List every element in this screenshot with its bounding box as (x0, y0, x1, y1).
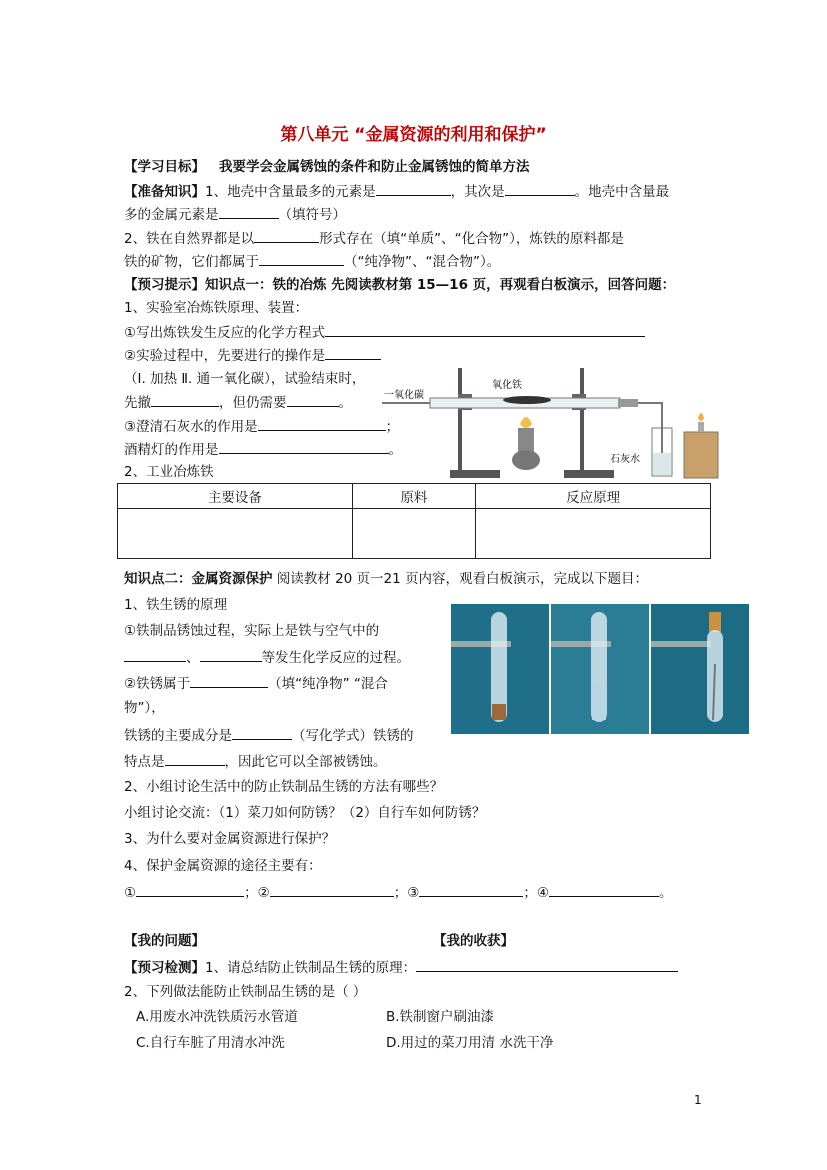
k1-line-5 (124, 417, 399, 436)
k2-l6a: 特点是 (124, 754, 165, 770)
my-gains: 【我的收获】 (433, 933, 514, 949)
blank[interactable] (165, 752, 225, 766)
k1-l6a: 酒精灯的作用是 (124, 442, 219, 458)
prep-q1d: 多的金属元素是 (124, 207, 219, 223)
check-q1: 1、请总结防止铁制品生锈的原理： (205, 960, 417, 976)
k2-line-1: ①铁制品锈蚀过程，实际上是铁与空气中的 (124, 623, 380, 639)
k2-l2b: 等发生化学反应的过程。 (261, 650, 410, 666)
industrial-iron-table (117, 483, 711, 559)
k1-l5b: ； (385, 419, 400, 435)
fig-label-co: 一氧化碳 (384, 390, 424, 401)
preview-text: 知识点一：铁的冶炼 先阅读教材第 15—16 页，再观看白板演示，回答问题： (205, 277, 676, 293)
k2-line-2 (124, 648, 410, 667)
table-header: 反应原理 (476, 484, 711, 509)
blank[interactable] (549, 883, 659, 897)
k2-line-3 (124, 674, 388, 693)
preview-line (124, 276, 675, 294)
c1: ① (124, 885, 137, 901)
blank[interactable] (136, 883, 244, 897)
c4: ；④ (523, 885, 549, 901)
table-cell[interactable] (118, 509, 353, 559)
k2-text: 阅读教材 20 页一21 页内容，观看白板演示，完成以下题目： (276, 571, 649, 587)
k1-h2: 2、工业冶炼铁 (124, 464, 214, 480)
page-title: 第八单元 “金属资源的利用和保护” (280, 125, 547, 145)
k2-line-5 (124, 726, 414, 745)
blank[interactable] (259, 252, 344, 266)
objectives-text: 我要学会金属锈蚀的条件和防止金属锈蚀的简单方法 (219, 159, 530, 175)
prep-tag: 【准备知识】 (124, 184, 205, 200)
q3-line: 3、为什么要对金属资源进行保护？ (124, 831, 336, 847)
prep-line-2 (124, 205, 346, 224)
prep-line-1 (124, 182, 669, 201)
k2-l3a: ②铁锈属于 (124, 676, 191, 692)
prep-q1e: （填符号） (278, 207, 346, 223)
prep-q1c: 。地壳中含量最 (574, 184, 670, 200)
fig-label-lime: 石灰水 (610, 454, 640, 465)
k1-line-6 (124, 440, 402, 459)
blank[interactable] (270, 883, 394, 897)
k2-head: 知识点二：金属资源保护 (124, 571, 273, 587)
k1-line-4: 先撤 ，但仍需要 。 (124, 395, 352, 411)
check-tag: 【预习检测】 (124, 960, 205, 976)
k2-head-line (124, 570, 648, 588)
table-header: 原料 (352, 484, 476, 509)
k2-l5a: 铁锈的主要成分是 (124, 728, 232, 744)
option-b[interactable]: B.铁制窗户刷油漆 (386, 1009, 495, 1025)
c5: 。 (658, 885, 673, 901)
blank[interactable] (151, 393, 219, 407)
c3: ；③ (393, 885, 420, 901)
k1-line-2 (124, 346, 381, 365)
q4-answers (124, 883, 672, 902)
q4-line: 4、保护金属资源的途径主要有： (124, 858, 322, 874)
k1-h1: 1、实验室冶炼铁原理、装置： (124, 300, 309, 316)
blank[interactable] (219, 205, 279, 219)
blank[interactable] (200, 648, 262, 662)
table-cell[interactable] (476, 509, 711, 559)
prep-q2c: 铁的矿物，它们都属于 (124, 254, 259, 270)
k2-l6b: ，因此它可以全部被锈蚀。 (224, 754, 387, 770)
table-cell[interactable] (352, 509, 476, 559)
prep-q1b: ，其次是 (450, 184, 505, 200)
blank[interactable] (232, 726, 292, 740)
k2-line-6 (124, 752, 387, 771)
k2-l5b: （写化学式）铁锈的 (292, 728, 414, 744)
k1-l1: ①写出炼铁发生反应的化学方程式 (124, 325, 326, 341)
objectives-tag: 【学习目标】 (124, 159, 205, 175)
page-number: 1 (694, 1093, 702, 1107)
prep-line-3 (124, 229, 624, 248)
preview-tag: 【预习提示】 (124, 277, 205, 293)
my-questions: 【我的问题】 (124, 933, 205, 949)
fig-label-oxide: 氧化铁 (492, 380, 522, 391)
blank[interactable] (416, 958, 678, 972)
k1-l5a: ③澄清石灰水的作用是 (124, 419, 258, 435)
check-line-1 (124, 958, 678, 977)
q2-line: 2、小组讨论生活中的防止铁制品生锈的方法有哪些？ (124, 779, 444, 795)
k1-line-3: （Ⅰ. 加热 Ⅱ. 通一氧化碳），试验结束时， (124, 371, 366, 387)
blank[interactable] (254, 229, 319, 243)
rust-experiment-photos (451, 604, 749, 734)
q2b-line: 小组讨论交流：（1）菜刀如何防锈？（2）自行车如何防锈？ (124, 805, 486, 821)
blank[interactable] (287, 393, 339, 407)
iron-smelting-apparatus-figure (362, 358, 724, 482)
prep-q2a: 2、铁在自然界都是以 (124, 231, 255, 247)
blank[interactable] (376, 182, 451, 196)
prep-line-4 (124, 252, 500, 271)
k1-line-1 (124, 323, 645, 342)
k1-l4a: 先撤 (124, 395, 151, 411)
k1-l2: ②实验过程中，先要进行的操作是 (124, 348, 326, 364)
blank[interactable] (124, 648, 186, 662)
option-d[interactable]: D.用过的菜刀用清 水洗干净 (386, 1035, 554, 1051)
option-c[interactable]: C.自行车脏了用清水冲洗 (136, 1035, 285, 1051)
prep-q2d: （“纯净物”、“混合物”）。 (344, 254, 501, 270)
prep-q2b: 形式存在（填“单质”、“化合物”），炼铁的原料都是 (319, 231, 624, 247)
k2-l3b: （填“纯净物” “混合 (268, 676, 388, 692)
objectives-line (124, 158, 530, 176)
k1-l4b: ，但仍需要 (219, 395, 287, 411)
k2-l2a: 、 (186, 650, 200, 666)
c2: ；② (244, 885, 270, 901)
blank[interactable] (505, 182, 575, 196)
blank[interactable] (325, 323, 645, 337)
k2-h1: 1、铁生锈的原理 (124, 597, 228, 613)
prep-q1a: 1、地壳中含量最多的元素是 (205, 184, 376, 200)
blank[interactable] (190, 674, 268, 688)
option-a[interactable]: A.用废水冲洗铁质污水管道 (136, 1009, 298, 1025)
k2-line-4: 物”）， (124, 700, 165, 716)
blank[interactable] (419, 883, 523, 897)
k1-l6b: 。 (388, 442, 402, 458)
table-header: 主要设备 (118, 484, 353, 509)
check-q2: 2、下列做法能防止铁制品生锈的是（ ） (124, 984, 367, 1000)
